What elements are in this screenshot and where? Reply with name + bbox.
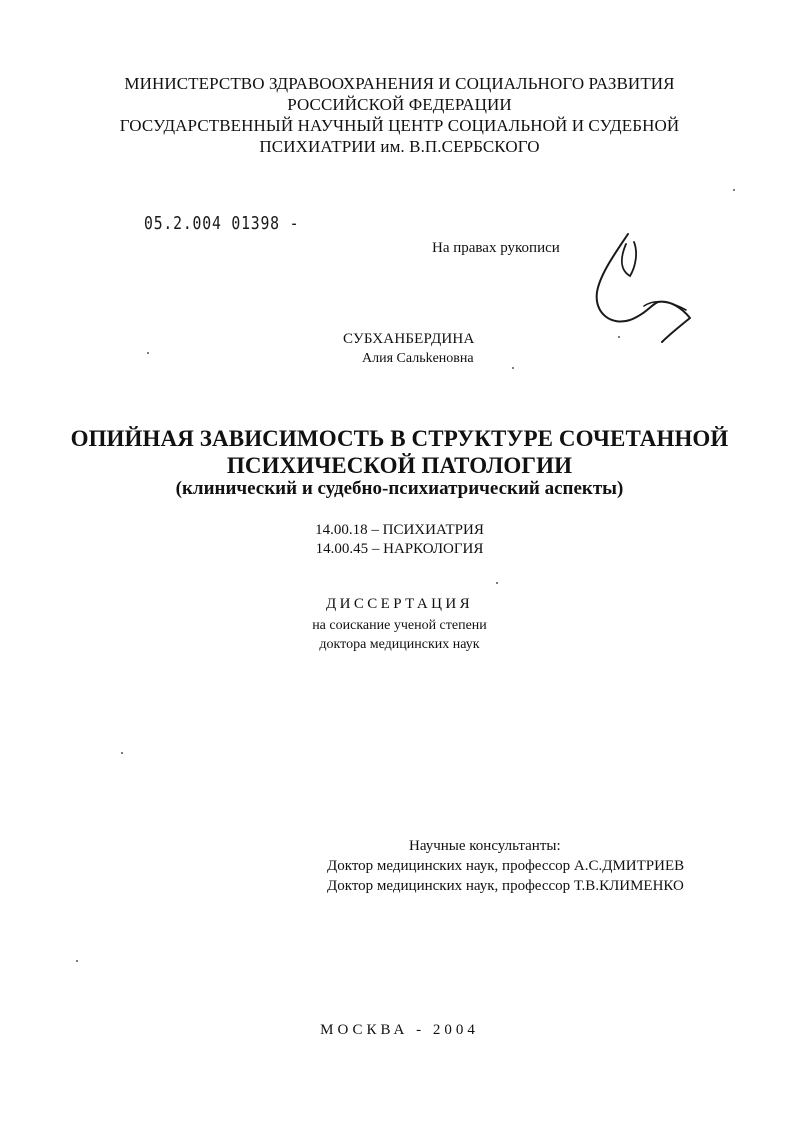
consultant-klimenko: Доктор медицинских наук, профессор Т.В.КЛИМЕНКО bbox=[327, 878, 684, 894]
scan-speck bbox=[733, 189, 735, 191]
header-federation-line: РОССИЙСКОЙ ФЕДЕРАЦИИ bbox=[287, 95, 512, 114]
specialty-psychiatry: 14.00.18 – ПСИХИАТРИЯ bbox=[315, 522, 484, 538]
author-surname: СУБХАНБЕРДИНА bbox=[343, 331, 475, 347]
manuscript-rights-note: На правах рукописи bbox=[432, 240, 560, 256]
scan-speck bbox=[618, 336, 620, 338]
scan-speck bbox=[512, 367, 514, 369]
scan-speck bbox=[121, 752, 123, 754]
dissertation-degree-line-1: на соискание ученой степени bbox=[312, 618, 487, 633]
header-center-line: ГОСУДАРСТВЕННЫЙ НАУЧНЫЙ ЦЕНТР СОЦИАЛЬНОЙ И СУДЕБНОЙ bbox=[119, 116, 680, 135]
dissertation-degree-line-2: доктора медицинских наук bbox=[319, 637, 480, 652]
city-year: МОСКВА - 2004 bbox=[320, 1022, 479, 1038]
dissertation-label: ДИССЕРТАЦИЯ bbox=[325, 596, 474, 612]
consultant-dmitriev: Доктор медицинских наук, профессор А.С.ДМИТРИЕВ bbox=[327, 858, 685, 874]
header-ministry-line: МИНИСТЕРСТВО ЗДРАВООХРАНЕНИЯ И СОЦИАЛЬНОГО РАЗВИТИЯ bbox=[124, 74, 675, 93]
consultants-heading: Научные консультанты: bbox=[409, 838, 561, 854]
title-line-1: ОПИЙНАЯ ЗАВИСИМОСТЬ В СТРУКТУРЕ СОЧЕТАННОЙ bbox=[70, 426, 729, 451]
registration-stamp: 05.2.004 01398 - bbox=[144, 213, 300, 234]
author-given-names: Алия Сальkeновна bbox=[362, 351, 474, 366]
signature-icon bbox=[586, 222, 696, 347]
scan-speck bbox=[76, 960, 78, 962]
title-subtitle: (клинический и судебно-психиатрический аспекты) bbox=[175, 478, 624, 499]
specialty-narcology: 14.00.45 – НАРКОЛОГИЯ bbox=[315, 541, 484, 557]
title-line-2: ПСИХИЧЕСКОЙ ПАТОЛОГИИ bbox=[226, 453, 573, 478]
scan-speck bbox=[147, 352, 149, 354]
scan-speck bbox=[496, 582, 498, 584]
header-serbsky-line: ПСИХИАТРИИ им. В.П.СЕРБСКОГО bbox=[259, 137, 540, 156]
